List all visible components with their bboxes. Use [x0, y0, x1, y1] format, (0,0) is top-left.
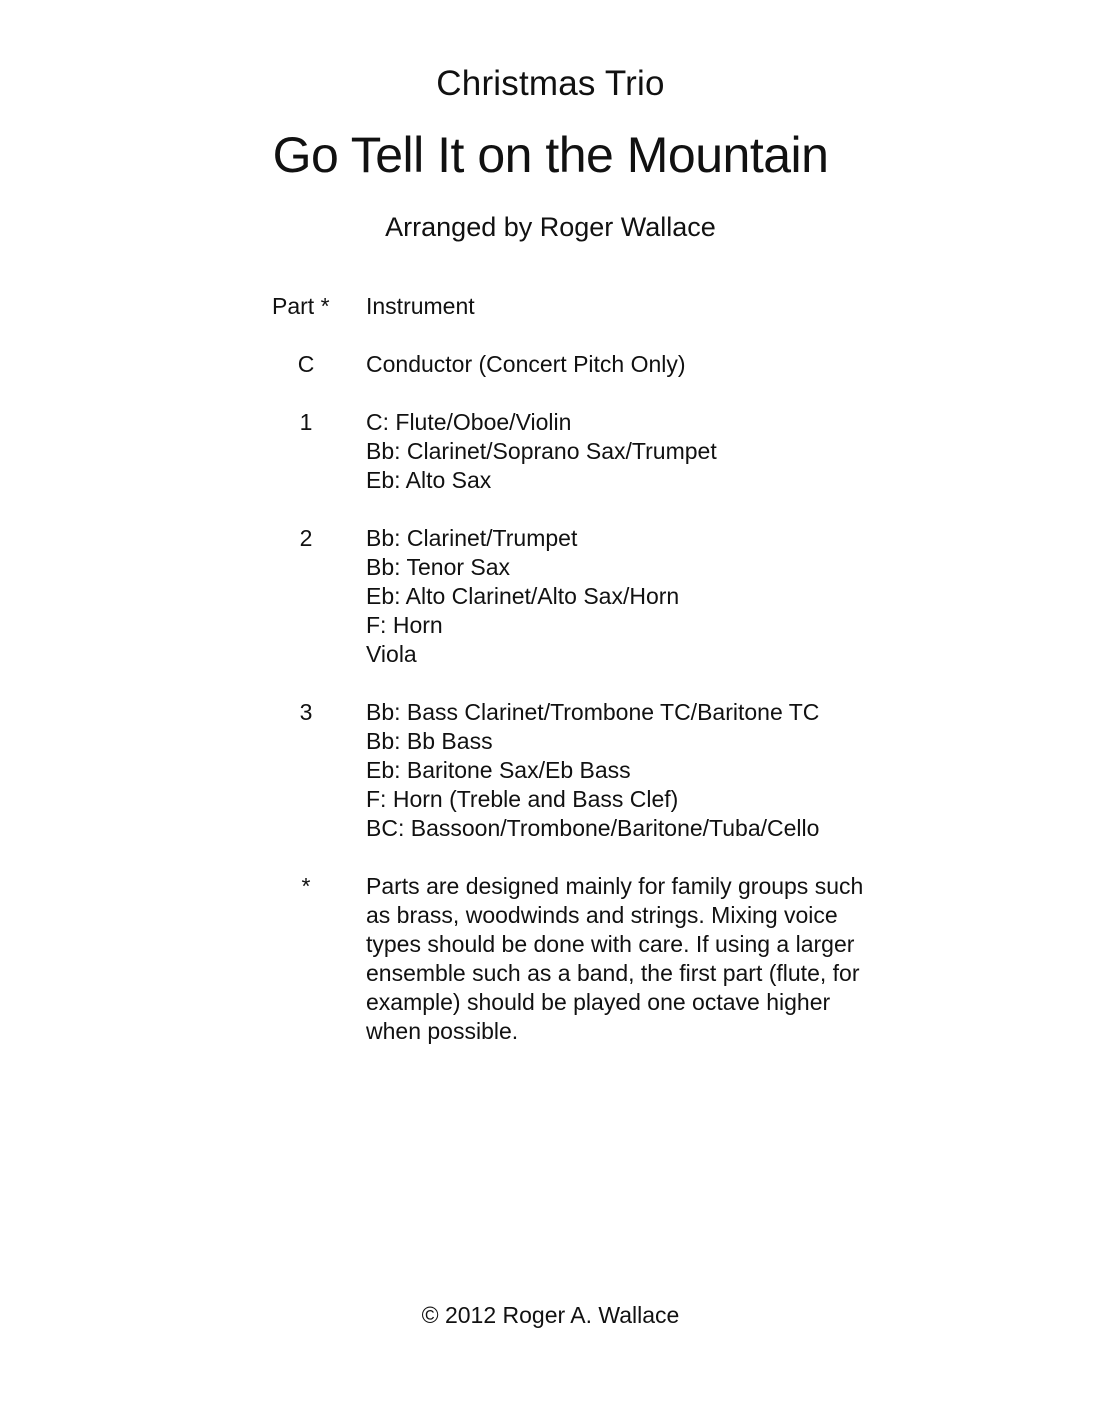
- instrument-list: [366, 524, 902, 669]
- instrument-list: [366, 408, 902, 495]
- instrument-line: Conductor (Concert Pitch Only): [366, 351, 686, 377]
- instrument-line: F: Horn (Treble and Bass Clef): [366, 786, 679, 812]
- arranger-credit: Arranged by Roger Wallace: [385, 212, 716, 242]
- part-number: 1: [299, 409, 313, 435]
- instrument-line: F: Horn: [366, 612, 443, 638]
- instrument-list: [366, 350, 902, 379]
- instrument-line: Eb: Baritone Sax/Eb Bass: [366, 757, 631, 783]
- parts-table-header: [262, 292, 902, 321]
- footnote-text: Parts are designed mainly for family groups such as brass, woodwinds and strings. Mixing voice types should be done with care. If using a larger ensemble such as a band, the first part (flute, for example) should be played one octave higher when possible.: [366, 873, 864, 1044]
- parts-table: [262, 292, 902, 1075]
- footnote-row: [262, 872, 902, 1046]
- series-title: Christmas Trio: [436, 64, 665, 103]
- copyright-notice: © 2012 Roger A. Wallace: [421, 1302, 680, 1328]
- instrument-line: Bb: Bass Clarinet/Trombone TC/Baritone TC: [366, 699, 820, 725]
- part-row-3: [262, 698, 902, 843]
- footnote-marker: *: [301, 873, 311, 899]
- part-number: C: [297, 351, 315, 377]
- part-column-header: Part *: [272, 293, 330, 319]
- instrument-line: Bb: Clarinet/Trumpet: [366, 525, 578, 551]
- instrument-line: Bb: Tenor Sax: [366, 554, 511, 580]
- part-row-2: [262, 524, 902, 669]
- instrument-line: Bb: Bb Bass: [366, 728, 493, 754]
- part-row-1: [262, 408, 902, 495]
- instrument-line: Eb: Alto Sax: [366, 467, 492, 493]
- part-row-conductor: [262, 350, 902, 379]
- instrument-line: BC: Bassoon/Trombone/Baritone/Tuba/Cello: [366, 815, 820, 841]
- instrument-list: [366, 698, 902, 843]
- part-number: 2: [299, 525, 313, 551]
- instrument-line: C: Flute/Oboe/Violin: [366, 409, 572, 435]
- instrument-line: Bb: Clarinet/Soprano Sax/Trumpet: [366, 438, 717, 464]
- instrument-line: Eb: Alto Clarinet/Alto Sax/Horn: [366, 583, 680, 609]
- instrument-column-header: Instrument: [366, 293, 475, 319]
- piece-title: Go Tell It on the Mountain: [272, 127, 829, 183]
- instrument-line: Viola: [366, 641, 417, 667]
- part-number: 3: [299, 699, 313, 725]
